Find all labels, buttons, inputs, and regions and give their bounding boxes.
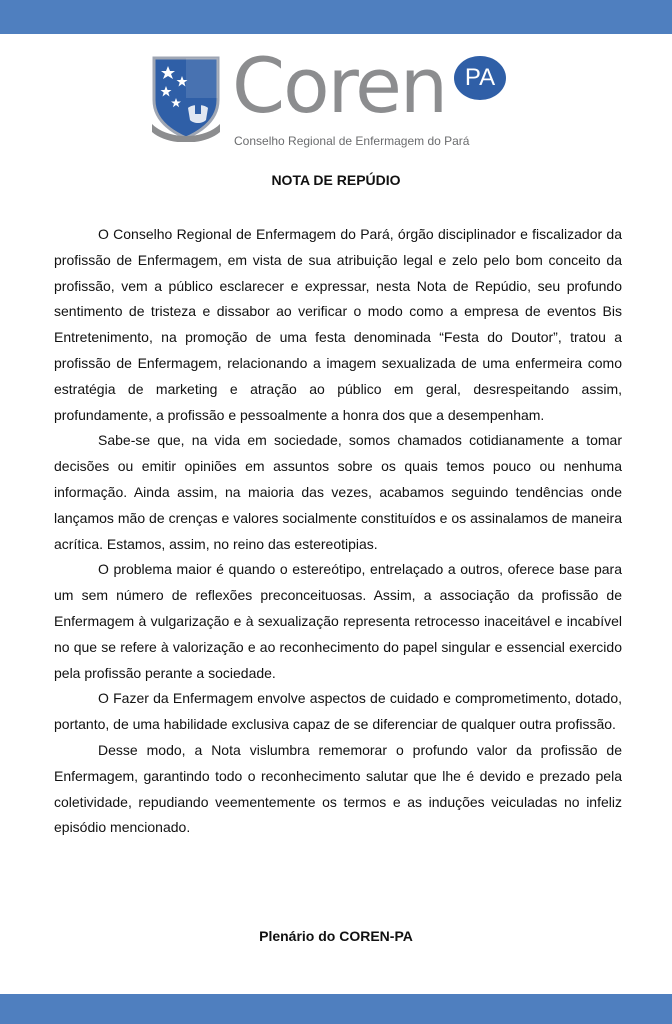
- bottom-color-bar: [0, 994, 672, 1024]
- top-color-bar: [0, 0, 672, 34]
- body-paragraph: O Conselho Regional de Enfermagem do Pará, órgão disciplinador e fiscalizador da profissão de Enfermagem, em vista de sua atribuição legal e zelo pelo bom conceito da profissão, vem a público esclarecer e expressar, nesta Nota de Repúdio, seu profundo sentimento de tristeza e dissabor ao verificar o modo como a empresa de eventos Bis Entretenimento, na promoção de uma festa denominada “Festa do Doutor”, tratou a profissão de Enfermagem, relacionando a imagem sexualizada de uma enfermeira como estratégia de marketing e atração ao público em geral, desrespeitando assim, profundamente, a profissão e pessoalmente a honra dos que a desempenham.: [54, 226, 622, 423]
- signature: Plenário do COREN-PA: [259, 928, 413, 944]
- coren-pa-logo: [148, 41, 520, 154]
- logo-state-badge: PA: [454, 56, 506, 100]
- logo-subtitle: Conselho Regional de Enfermagem do Pará: [234, 134, 470, 148]
- document-body: [54, 222, 622, 841]
- body-paragraph: Sabe-se que, na vida em sociedade, somos chamados cotidianamente a tomar decisões ou emitir opiniões em assuntos sobre os quais temos pouco ou nenhuma informação. Ainda assim, na maioria das vezes, acabamos seguindo tendências onde lançamos mão de crenças e valores socialmente constituídos e os assinalamos de maneira acrítica. Estamos, assim, no reino das estereotipias.: [54, 432, 622, 552]
- body-paragraph: Desse modo, a Nota vislumbra rememorar o profundo valor da profissão de Enfermagem, garantindo todo o reconhecimento salutar que lhe é devido e prezado pela coletividade, repudiando veementemente os termos e as induções veiculadas no infeliz episódio mencionado.: [54, 741, 622, 836]
- body-paragraph: O Fazer da Enfermagem envolve aspectos de cuidado e comprometimento, dotado, portanto, de uma habilidade exclusiva capaz de se diferenciar de qualquer outra profissão.: [54, 690, 622, 733]
- body-paragraph: O problema maior é quando o estereótipo, entrelaçado a outros, oferece base para um sem número de reflexões preconceituosas. Assim, a associação da profissão de Enfermagem à vulgarização e à sexualização representa retrocesso inaceitável e incabível no que se refere à valorização e ao reconhecimento do papel singular e essencial exercido pela profissão perante a sociedade.: [54, 561, 622, 681]
- document-title: NOTA DE REPÚDIO: [271, 172, 401, 188]
- nursing-crest-shield-icon: [148, 54, 224, 142]
- logo-wordmark: Coren: [232, 41, 447, 130]
